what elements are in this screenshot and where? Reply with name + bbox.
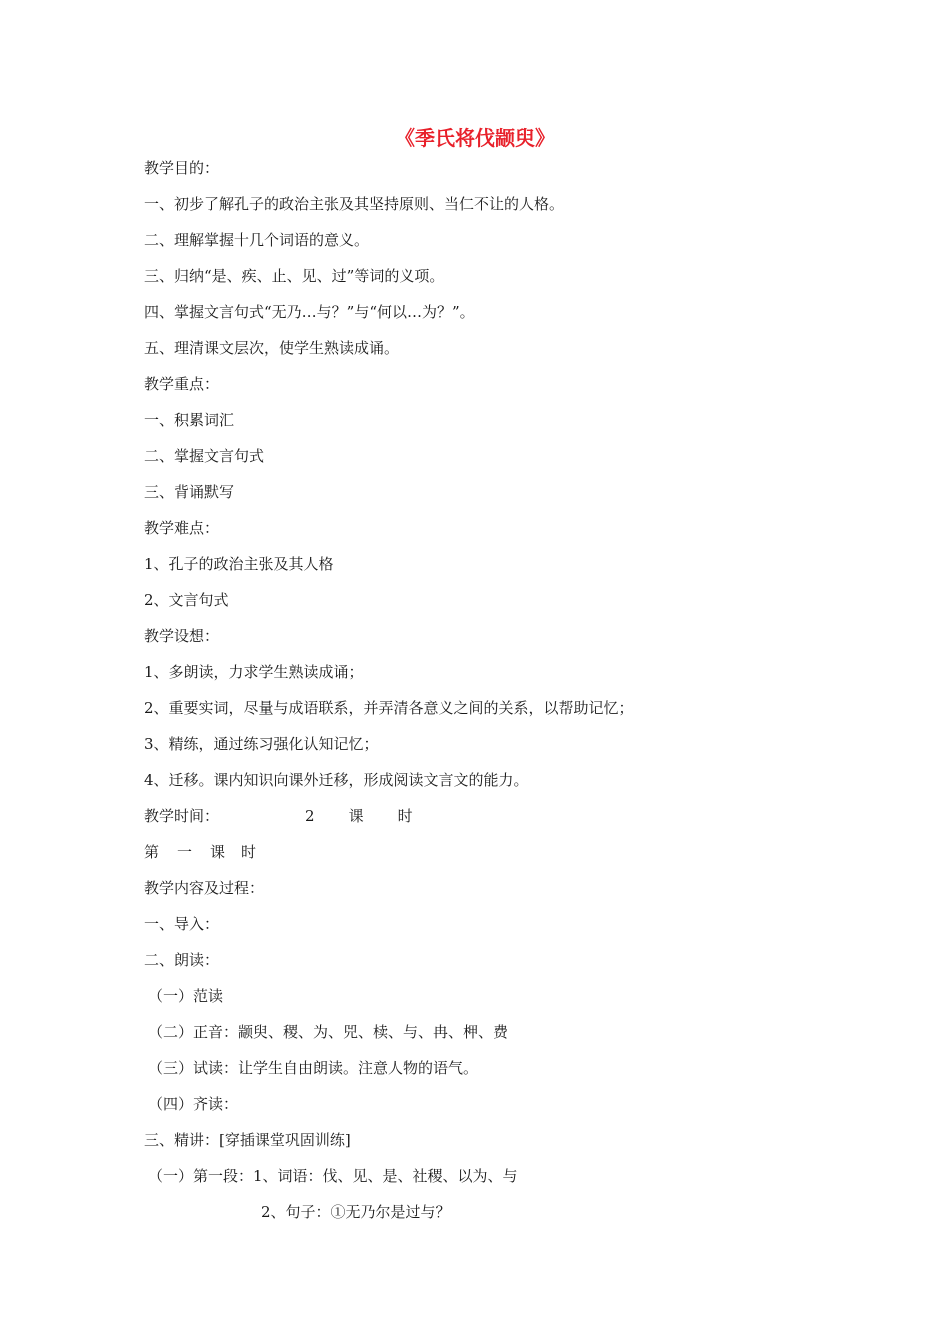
text-line: 一、初步了解孔子的政治主张及其坚持原则、当仁不让的人格。 <box>144 195 565 213</box>
document-body <box>144 150 824 1230</box>
text-line: 教学目的： <box>144 159 220 177</box>
text-line: （二）正音：颛臾、稷、为、兕、椟、与、冉、柙、费 <box>148 1023 509 1041</box>
text-line: （三）试读：让学生自由朗读。注意人物的语气。 <box>148 1059 479 1077</box>
text-line: 2、重要实词，尽量与成语联系，并弄清各意义之间的关系，以帮助记忆； <box>144 699 634 717</box>
text-line: 三、归纳“是、疾、止、见、过”等词的义项。 <box>144 267 445 285</box>
text-line: 五、理清课文层次，使学生熟读成诵。 <box>144 339 400 357</box>
text-line: 教学内容及过程： <box>144 879 265 897</box>
text-line: 三、精讲：[穿插课堂巩固训练] <box>144 1131 351 1149</box>
text-line: 一、导入： <box>144 915 220 933</box>
teaching-time-unit: 时 <box>397 807 413 825</box>
lesson-heading-char: 课 <box>210 843 226 861</box>
text-line: 4、迁移。课内知识向课外迁移，形成阅读文言文的能力。 <box>144 771 529 789</box>
text-line: 1、多朗读，力求学生熟读成诵； <box>144 663 364 681</box>
text-line: （一）范读 <box>148 987 224 1005</box>
text-line: 一、积累词汇 <box>144 411 235 429</box>
teaching-time-line <box>144 798 824 834</box>
teaching-time-unit: 课 <box>348 807 364 825</box>
teaching-time-label: 教学时间： <box>144 807 220 825</box>
text-line: 四、掌握文言句式“无乃…与？”与“何以…为？”。 <box>144 303 475 321</box>
text-line: 教学重点： <box>144 375 220 393</box>
lesson-heading-char: 一 <box>177 843 193 861</box>
text-line: 2、文言句式 <box>144 591 229 609</box>
text-line: （四）齐读： <box>148 1095 239 1113</box>
lesson-heading-char: 第 <box>144 843 160 861</box>
text-line: （一）第一段：1、词语：伐、见、是、社稷、以为、与 <box>148 1167 518 1185</box>
text-line: 教学难点： <box>144 519 220 537</box>
lesson-heading <box>144 834 824 870</box>
text-line: 二、理解掌握十几个词语的意义。 <box>144 231 370 249</box>
text-line: 二、掌握文言句式 <box>144 447 265 465</box>
text-line: 2、句子：①无乃尔是过与？ <box>261 1203 451 1221</box>
text-line: 教学设想： <box>144 627 220 645</box>
text-line: 三、背诵默写 <box>144 483 235 501</box>
lesson-heading-char: 时 <box>241 843 257 861</box>
teaching-time-number: 2 <box>305 807 315 825</box>
text-line: 3、精练，通过练习强化认知记忆； <box>144 735 379 753</box>
text-line: 二、朗读： <box>144 951 220 969</box>
document-title: 《季氏将伐颛臾》 <box>395 126 555 150</box>
text-line: 1、孔子的政治主张及其人格 <box>144 555 334 573</box>
